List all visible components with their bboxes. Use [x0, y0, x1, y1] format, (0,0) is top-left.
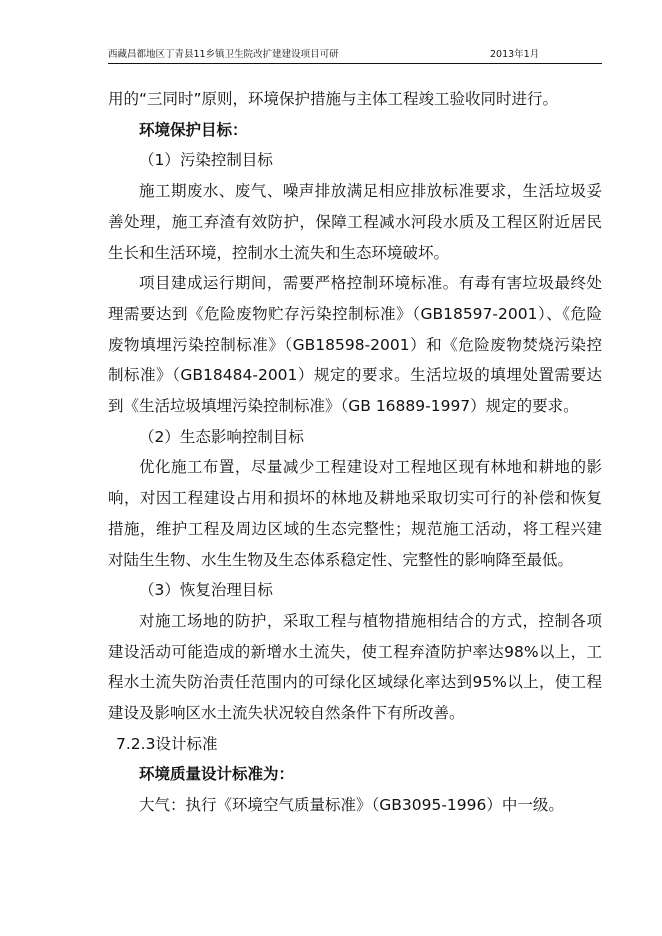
paragraph-restoration: 对施工场地的防护，采取工程与植物措施相结合的方式，控制各项建设活动可能造成的新增水土流失，使工程弃渣防护率达98%以上，工程水土流失防治责任范围内的可绿化区域绿化率达到95%以上，使工程建设及影响区水土流失状况较自然条件下有所改善。 [108, 611, 602, 723]
page-header [108, 47, 602, 63]
paragraph-air-standard: 大气：执行《环境空气质量标准》（GB3095-1996）中一级。 [139, 796, 564, 815]
document-body [108, 84, 602, 821]
header-divider [108, 63, 602, 64]
header-project-title: 西藏昌都地区丁青县11乡镇卫生院改扩建建设项目可研 [108, 49, 339, 60]
header-date: 2013年1月 [490, 49, 540, 60]
section-heading-design-standards: 7.2.3设计标准 [116, 734, 218, 753]
subheading-pollution-control: （1）污染控制目标 [139, 151, 273, 170]
paragraph-construction-period: 施工期废水、废气、噪声排放满足相应排放标准要求，生活垃圾妥善处理，施工弃渣有效防护，保障工程减水河段水质及工程区附近居民生长和生活环境，控制水土流失和生态环境破坏。 [108, 182, 602, 262]
paragraph-operation-period: 项目建成运行期间，需要严格控制环境标准。有毒有害垃圾最终处理需要达到《危险废物贮存污染控制标准》（GB18597-2001）、《危险废物填埋污染控制标准》（GB18598-2001）和《危险废物焚烧污染控制标准》（GB18484-2001）规定的要求。生活垃圾的填埋处置需要达到《生活垃圾填埋污染控制标准》（GB 16889-1997）规定的要求。 [108, 274, 602, 416]
paragraph-ecological-control: 优化施工布置，尽量减少工程建设对工程地区现有林地和耕地的影响，对因工程建设占用和损坏的林地及耕地采取切实可行的补偿和恢复措施，维护工程及周边区域的生态完整性；规范施工活动，将工程兴建对陆生生物、水生生物及生态体系稳定性、完整性的影响降至最低。 [108, 458, 602, 569]
section-heading-protection-goals: 环境保护目标： [139, 120, 248, 139]
subheading-ecological-control: （2）生态影响控制目标 [139, 427, 304, 446]
subheading-restoration: （3）恢复治理目标 [139, 581, 273, 600]
heading-quality-standards: 环境质量设计标准为： [139, 765, 295, 784]
continuation-paragraph: 用的“三同时”原则，环境保护措施与主体工程竣工验收同时进行。 [108, 90, 559, 108]
